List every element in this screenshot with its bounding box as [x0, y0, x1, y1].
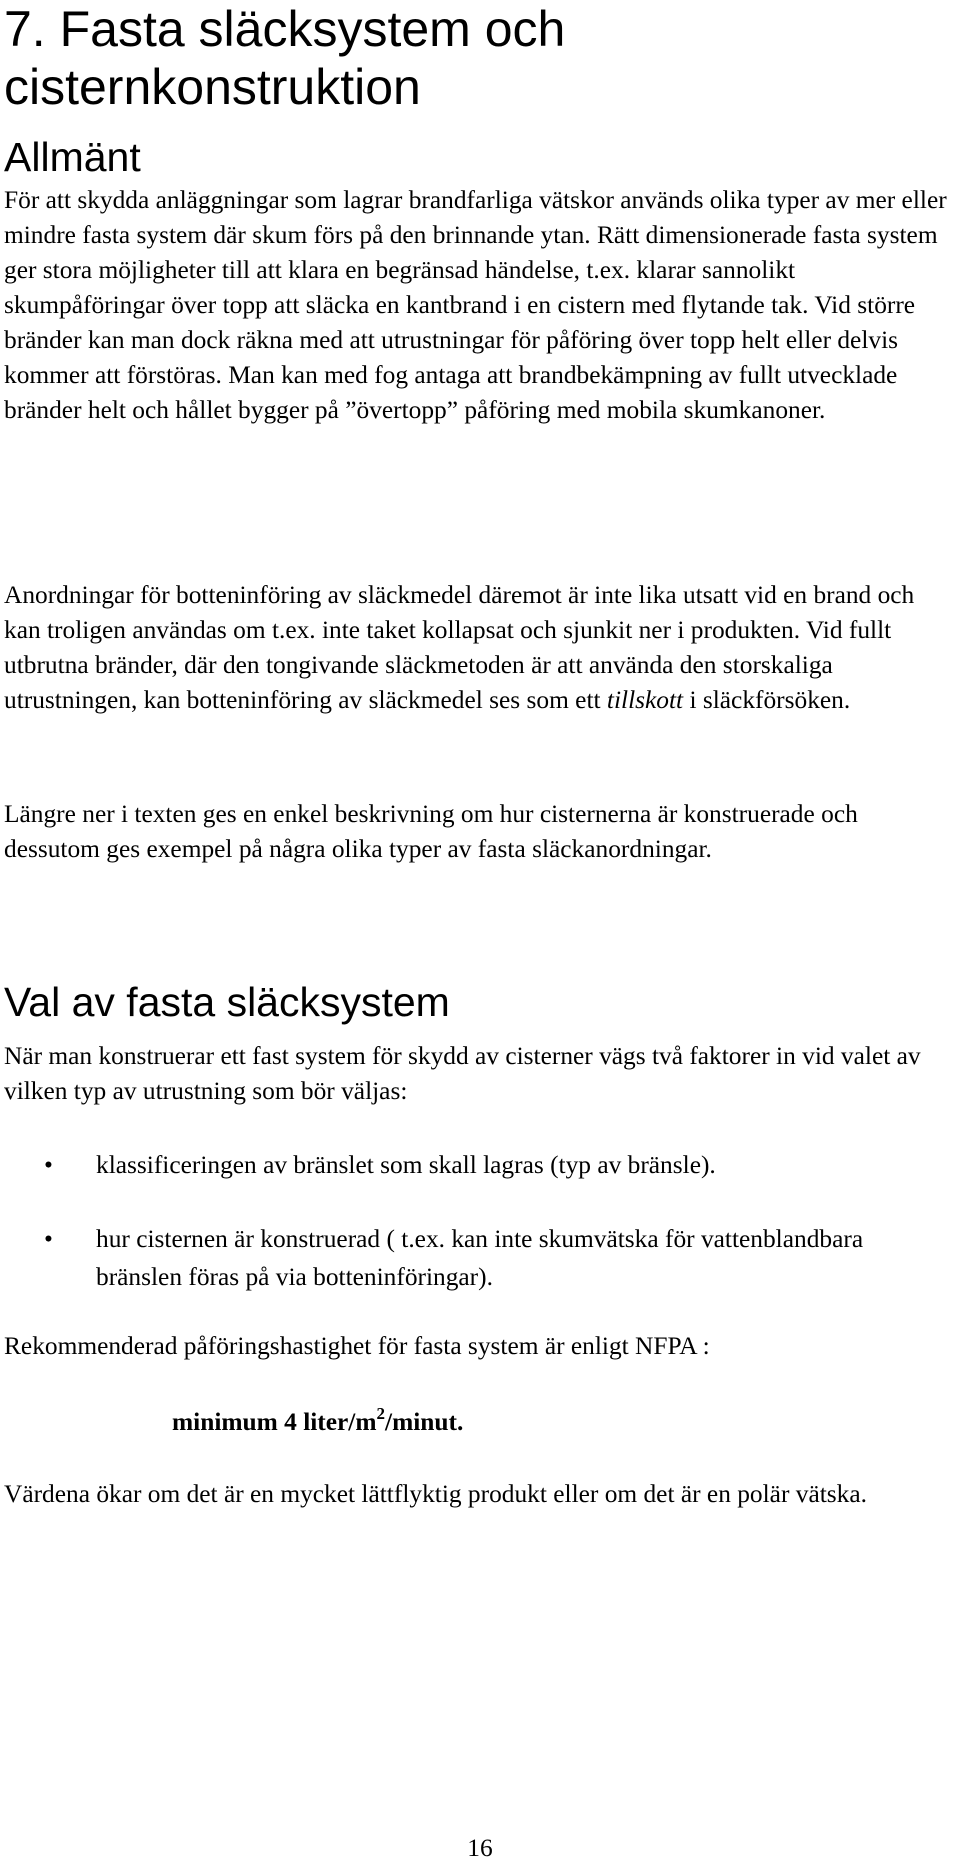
page-number: 16 — [467, 1834, 493, 1862]
formula-exponent: 2 — [376, 1404, 386, 1423]
bullet-item-tank-construction — [4, 1220, 954, 1296]
paragraph-intro: För att skydda anläggningar som lagrar brandfarliga vätskor används olika typer av mer eller mindre fasta system där skum förs på den brinnande ytan. Rätt dimensionerade fasta system ger stora möjligheter till att klara en begränsad händelse, t.ex. klarar sannolikt skumpåföringar över topp att släcka en kantbrand i en cistern med flytande tak. Vid större bränder kan man dock räkna med att utrustningar för påföring över topp helt eller delvis kommer att förstöras. Man kan med fog antaga att brandbekämpning av fullt utvecklade bränder helt och hållet bygger på ”övertopp” påföring med mobila skumkanoner. — [4, 186, 947, 424]
paragraph-bottom-injection-end: i släckförsöken. — [683, 686, 851, 714]
bullet-point-icon: • — [44, 1151, 53, 1179]
application-rate-formula — [172, 1405, 463, 1440]
paragraph-bottom-injection-text: Anordningar för botteninföring av släckmedel däremot är inte lika utsatt vid en brand och kan troligen användas om t.ex. inte taket kollapsat och sjunkit ner i produkten. Vid fullt utbrutna bränder, där den tongivande släckmetoden är att använda den storskaliga utrustningen, kan botteninföring av släckmedel ses som ett — [4, 581, 915, 714]
bullet-text: klassificeringen av bränslet som skall lagras (typ av bränsle). — [96, 1151, 716, 1179]
section-heading-choice: Val av fasta släcksystem — [4, 979, 450, 1025]
paragraph-bottom-injection — [4, 578, 954, 718]
emphasis-tillskott: tillskott — [606, 686, 684, 714]
chapter-title: 7. Fasta släcksystem och cisternkonstruktion — [4, 1, 566, 115]
paragraph-recommendation: Rekommenderad påföringshastighet för fasta system är enligt NFPA : — [4, 1332, 710, 1360]
paragraph-closing: Värdena ökar om det är en mycket lättflyktig produkt eller om det är en polär vätska. — [4, 1480, 867, 1508]
bullet-item-fuel-class — [4, 1146, 954, 1184]
bullet-point-icon: • — [44, 1225, 53, 1253]
paragraph-choice-intro: När man konstruerar ett fast system för skydd av cisterner vägs två faktorer in vid valet av vilken typ av utrustning som bör väljas: — [4, 1042, 921, 1105]
formula-suffix: /minut. — [385, 1408, 464, 1436]
paragraph-further-description: Längre ner i texten ges en enkel beskrivning om hur cisternerna är konstruerade och dessutom ges exempel på några olika typer av fasta släckanordningar. — [4, 800, 858, 863]
formula-prefix: minimum 4 liter/m — [172, 1408, 377, 1436]
bullet-text: hur cisternen är konstruerad ( t.ex. kan inte skumvätska för vattenblandbara bränslen föras på via botteninföringar). — [96, 1225, 864, 1291]
section-heading-general: Allmänt — [4, 134, 141, 180]
